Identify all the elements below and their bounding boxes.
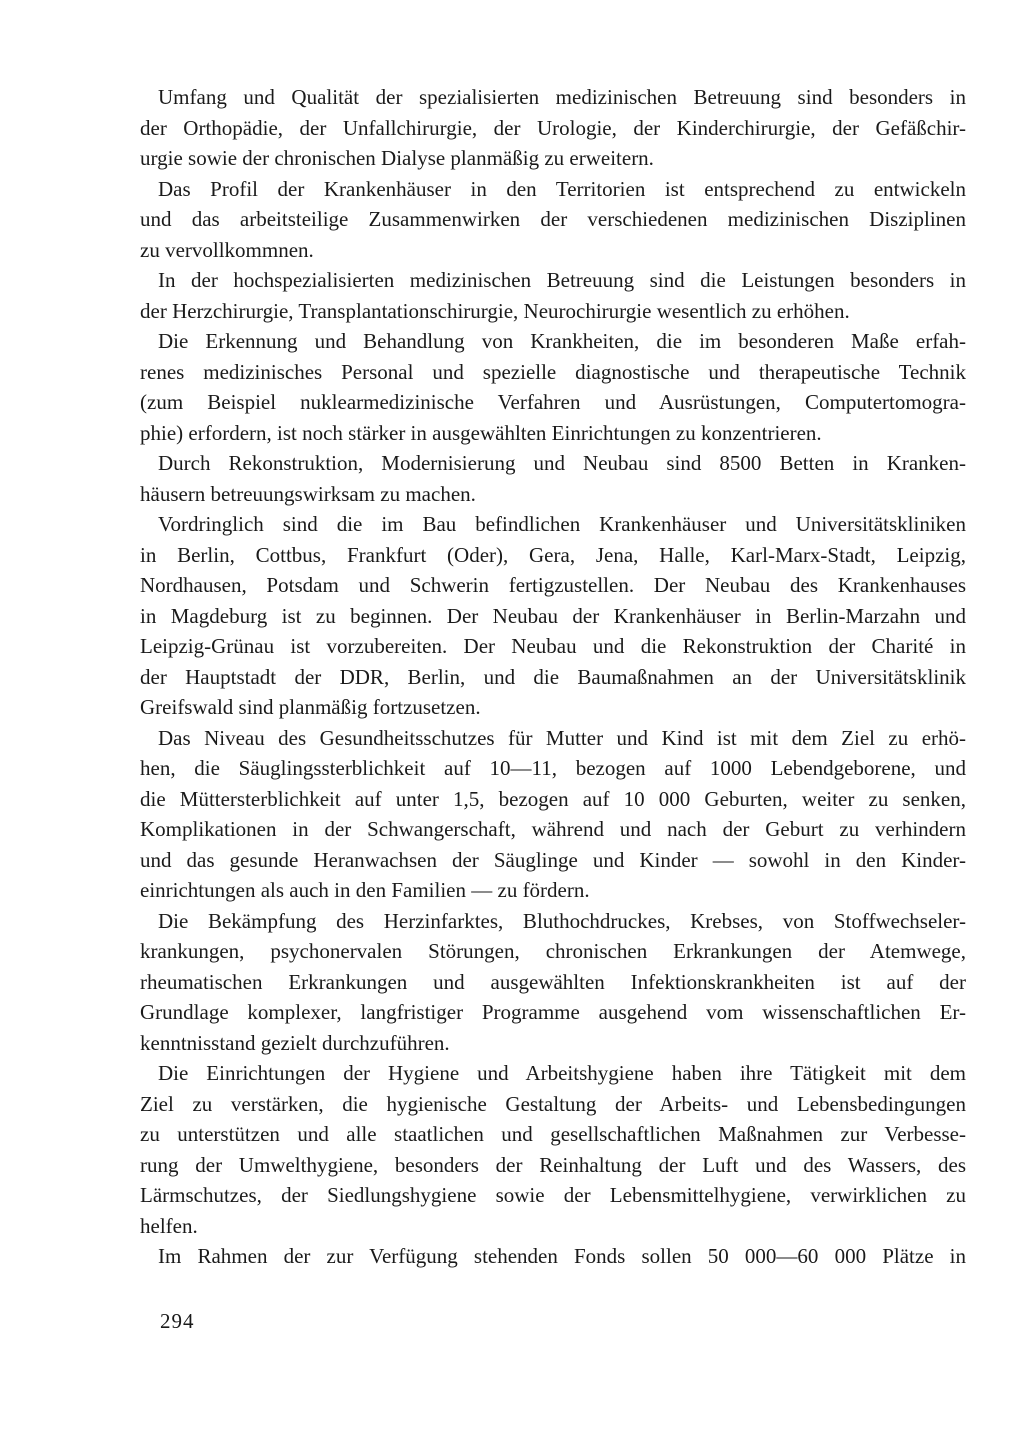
- text-line: zu vervollkommnen.: [140, 237, 314, 262]
- text-line: Ziel zu verstärken, die hygienische Gestaltung der Arbeits- und Lebensbedingungen: [140, 1091, 966, 1116]
- text-line: Greifswald sind planmäßig fortzusetzen.: [140, 695, 481, 719]
- text-line: Das Profil der Krankenhäuser in den Territorien ist entsprechend zu entwickeln: [158, 176, 966, 201]
- text-line: phie) erfordern, ist noch stärker in ausgewählten Einrichtungen zu konzentrieren.: [140, 420, 822, 445]
- text-line: rheumatischen Erkrankungen und ausgewählten Infektionskrankheiten ist auf der: [140, 969, 966, 994]
- text-line: hen, die Säuglingssterblichkeit auf 10—11, bezogen auf 1000 Lebendgeborene, und: [140, 756, 966, 780]
- text-line: und das arbeitsteilige Zusammenwirken der verschiedenen medizinischen Disziplinen: [140, 207, 966, 231]
- text-line: in Berlin, Cottbus, Frankfurt (Oder), Gera, Jena, Halle, Karl-Marx-Stadt, Leipzig,: [140, 542, 966, 567]
- text-line: der Hauptstadt der DDR, Berlin, und die Baumaßnahmen an der Universitätsklinik: [140, 664, 966, 689]
- text-line: Nordhausen, Potsdam und Schwerin fertigzustellen. Der Neubau des Krankenhauses: [140, 573, 966, 597]
- text-line: Grundlage komplexer, langfristiger Programme ausgehend vom wissenschaftlichen Er-: [140, 1000, 966, 1024]
- text-line: Durch Rekonstruktion, Modernisierung und Neubau sind 8500 Betten in Kranken-: [158, 451, 966, 475]
- text-line: die Müttersterblichkeit auf unter 1,5, bezogen auf 10 000 Geburten, weiter zu senken,: [140, 786, 966, 811]
- text-line: Die Bekämpfung des Herzinfarktes, Bluthochdruckes, Krebses, von Stoffwechseler-: [158, 908, 966, 933]
- text-line: In der hochspezialisierten medizinischen Betreuung sind die Leistungen besonders in: [158, 268, 966, 292]
- text-line: Leipzig-Grünau ist vorzubereiten. Der Neubau und die Rekonstruktion der Charité in: [140, 634, 966, 658]
- text-line: der Orthopädie, der Unfallchirurgie, der Urologie, der Kinderchirurgie, der Gefäßchir-: [140, 115, 966, 140]
- text-line: Im Rahmen der zur Verfügung stehenden Fonds sollen 50 000—60 000 Plätze in: [158, 1244, 966, 1268]
- text-line: helfen.: [140, 1213, 198, 1238]
- text-line: kenntnisstand gezielt durchzuführen.: [140, 1030, 450, 1055]
- text-line: Komplikationen in der Schwangerschaft, während und nach der Geburt zu verhindern: [140, 817, 966, 841]
- text-line: (zum Beispiel nuklearmedizinische Verfahren und Ausrüstungen, Computertomogra-: [140, 390, 966, 414]
- text-line: zu unterstützen und alle staatlichen und gesellschaftlichen Maßnahmen zur Verbesse-: [140, 1122, 966, 1146]
- text-line: in Magdeburg ist zu beginnen. Der Neubau der Krankenhäuser in Berlin-Marzahn und: [140, 603, 966, 628]
- text-line: renes medizinisches Personal und spezielle diagnostische und therapeutische Technik: [140, 359, 966, 384]
- text-line: häusern betreuungswirksam zu machen.: [140, 481, 476, 506]
- text-line: Lärmschutzes, der Siedlungshygiene sowie der Lebensmittelhygiene, verwirklichen zu: [140, 1183, 966, 1207]
- text-line: krankungen, psychonervalen Störungen, chronischen Erkrankungen der Atemwege,: [140, 939, 966, 963]
- text-line: der Herzchirurgie, Transplantationschirurgie, Neurochirurgie wesentlich zu erhöhen.: [140, 298, 850, 323]
- text-line: und das gesunde Heranwachsen der Säuglinge und Kinder — sowohl in den Kinder-: [140, 847, 966, 872]
- text-line: einrichtungen als auch in den Familien — zu fördern.: [140, 878, 590, 902]
- text-line: Das Niveau des Gesundheitsschutzes für Mutter und Kind ist mit dem Ziel zu erhö-: [158, 725, 966, 750]
- page-number: 294: [160, 1309, 195, 1333]
- text-line: Die Einrichtungen der Hygiene und Arbeitshygiene haben ihre Tätigkeit mit dem: [158, 1061, 966, 1085]
- document-body: [140, 82, 966, 1272]
- text-line: urgie sowie der chronischen Dialyse planmäßig zu erweitern.: [140, 146, 654, 170]
- text-line: Vordringlich sind die im Bau befindlichen Krankenhäuser und Universitätskliniken: [158, 512, 966, 536]
- text-line: Umfang und Qualität der spezialisierten medizinischen Betreuung sind besonders in: [158, 85, 966, 109]
- text-line: rung der Umwelthygiene, besonders der Reinhaltung der Luft und des Wassers, des: [140, 1152, 966, 1177]
- text-line: Die Erkennung und Behandlung von Krankheiten, die im besonderen Maße erfah-: [158, 329, 966, 353]
